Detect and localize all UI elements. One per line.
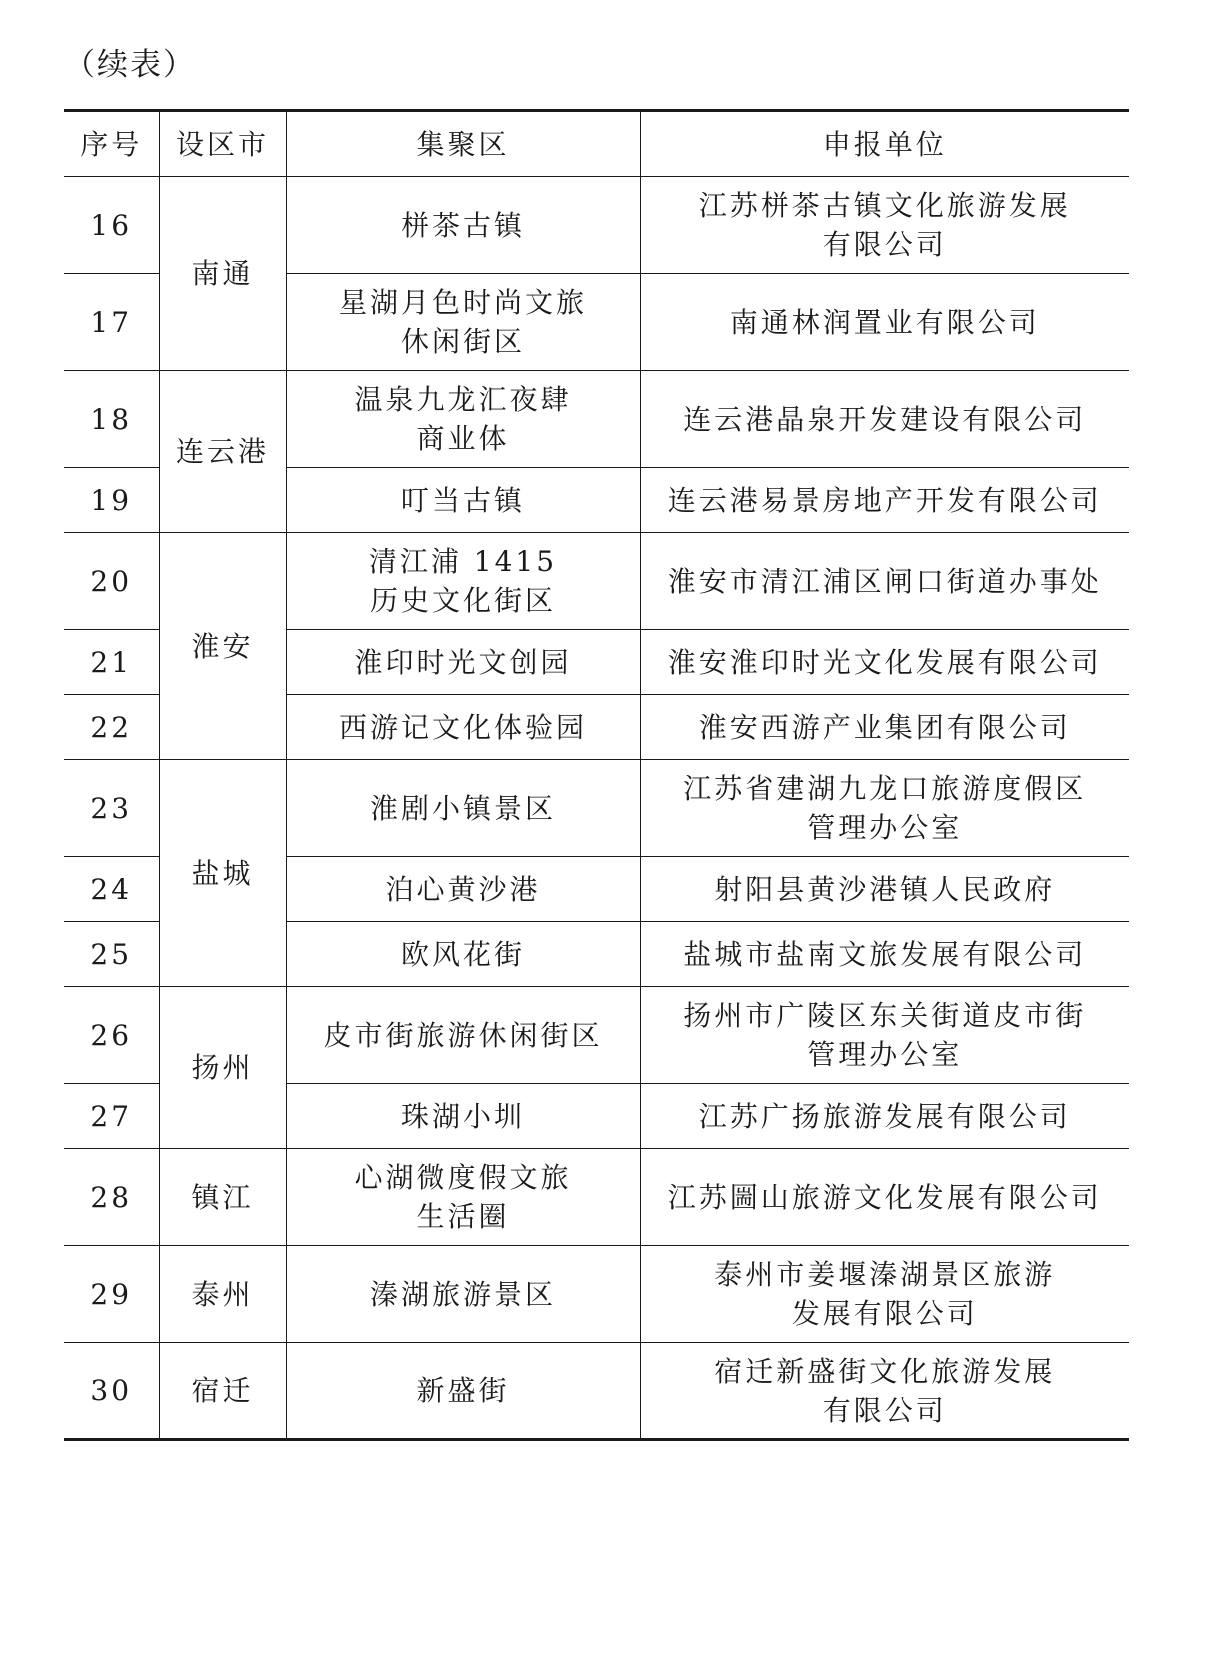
cluster-area-cell: 西游记文化体验园 [286, 695, 640, 760]
cluster-area-cell: 清江浦 1415 历史文化街区 [286, 533, 640, 630]
serial-no-cell: 26 [64, 987, 159, 1084]
header-cluster-area: 集聚区 [286, 111, 640, 177]
serial-no-cell: 30 [64, 1343, 159, 1440]
serial-no-cell: 17 [64, 274, 159, 371]
applicant-unit-cell: 泰州市姜堰溱湖景区旅游 发展有限公司 [640, 1246, 1129, 1343]
serial-no-cell: 21 [64, 630, 159, 695]
table-row [64, 760, 1129, 857]
header-serial-no: 序号 [64, 111, 159, 177]
table-row [64, 533, 1129, 630]
applicant-unit-cell: 连云港易景房地产开发有限公司 [640, 468, 1129, 533]
cluster-area-cell: 新盛街 [286, 1343, 640, 1440]
serial-no-cell: 24 [64, 857, 159, 922]
serial-no-cell: 22 [64, 695, 159, 760]
city-cell: 扬州 [159, 987, 286, 1149]
applicant-unit-cell: 宿迁新盛街文化旅游发展 有限公司 [640, 1343, 1129, 1440]
cluster-area-cell: 心湖微度假文旅 生活圈 [286, 1149, 640, 1246]
table-row [64, 371, 1129, 468]
applicant-unit-cell: 淮安市清江浦区闸口街道办事处 [640, 533, 1129, 630]
city-cell: 宿迁 [159, 1343, 286, 1440]
serial-no-cell: 23 [64, 760, 159, 857]
table-row [64, 177, 1129, 274]
city-cell: 泰州 [159, 1246, 286, 1343]
cluster-area-cell: 温泉九龙汇夜肆 商业体 [286, 371, 640, 468]
serial-no-cell: 27 [64, 1084, 159, 1149]
cluster-area-cell: 栟茶古镇 [286, 177, 640, 274]
cluster-area-cell: 皮市街旅游休闲街区 [286, 987, 640, 1084]
applicant-unit-cell: 连云港晶泉开发建设有限公司 [640, 371, 1129, 468]
header-applicant-unit: 申报单位 [640, 111, 1129, 177]
serial-no-cell: 19 [64, 468, 159, 533]
city-cell: 盐城 [159, 760, 286, 987]
table-caption: （续表） [64, 47, 196, 83]
serial-no-cell: 16 [64, 177, 159, 274]
table-header-row [64, 111, 1129, 177]
cluster-area-cell: 泊心黄沙港 [286, 857, 640, 922]
header-city: 设区市 [159, 111, 286, 177]
table-row [64, 1246, 1129, 1343]
applicant-unit-cell: 淮安西游产业集团有限公司 [640, 695, 1129, 760]
city-cell: 连云港 [159, 371, 286, 533]
serial-no-cell: 28 [64, 1149, 159, 1246]
applicant-unit-cell: 淮安淮印时光文化发展有限公司 [640, 630, 1129, 695]
cluster-area-cell: 星湖月色时尚文旅 休闲街区 [286, 274, 640, 371]
applicant-unit-cell: 江苏省建湖九龙口旅游度假区 管理办公室 [640, 760, 1129, 857]
applicant-unit-cell: 江苏圌山旅游文化发展有限公司 [640, 1149, 1129, 1246]
cluster-area-cell: 淮剧小镇景区 [286, 760, 640, 857]
cluster-table [64, 109, 1129, 1441]
applicant-unit-cell: 江苏栟茶古镇文化旅游发展 有限公司 [640, 177, 1129, 274]
table-row [64, 1149, 1129, 1246]
cluster-area-cell: 欧风花街 [286, 922, 640, 987]
applicant-unit-cell: 射阳县黄沙港镇人民政府 [640, 857, 1129, 922]
applicant-unit-cell: 江苏广扬旅游发展有限公司 [640, 1084, 1129, 1149]
applicant-unit-cell: 盐城市盐南文旅发展有限公司 [640, 922, 1129, 987]
serial-no-cell: 25 [64, 922, 159, 987]
cluster-area-cell: 珠湖小圳 [286, 1084, 640, 1149]
cluster-area-cell: 叮当古镇 [286, 468, 640, 533]
applicant-unit-cell: 扬州市广陵区东关街道皮市街 管理办公室 [640, 987, 1129, 1084]
city-cell: 淮安 [159, 533, 286, 760]
cluster-area-cell: 淮印时光文创园 [286, 630, 640, 695]
table-row [64, 1343, 1129, 1440]
city-cell: 南通 [159, 177, 286, 371]
cluster-area-cell: 溱湖旅游景区 [286, 1246, 640, 1343]
table-row [64, 987, 1129, 1084]
serial-no-cell: 18 [64, 371, 159, 468]
serial-no-cell: 20 [64, 533, 159, 630]
serial-no-cell: 29 [64, 1246, 159, 1343]
city-cell: 镇江 [159, 1149, 286, 1246]
applicant-unit-cell: 南通林润置业有限公司 [640, 274, 1129, 371]
